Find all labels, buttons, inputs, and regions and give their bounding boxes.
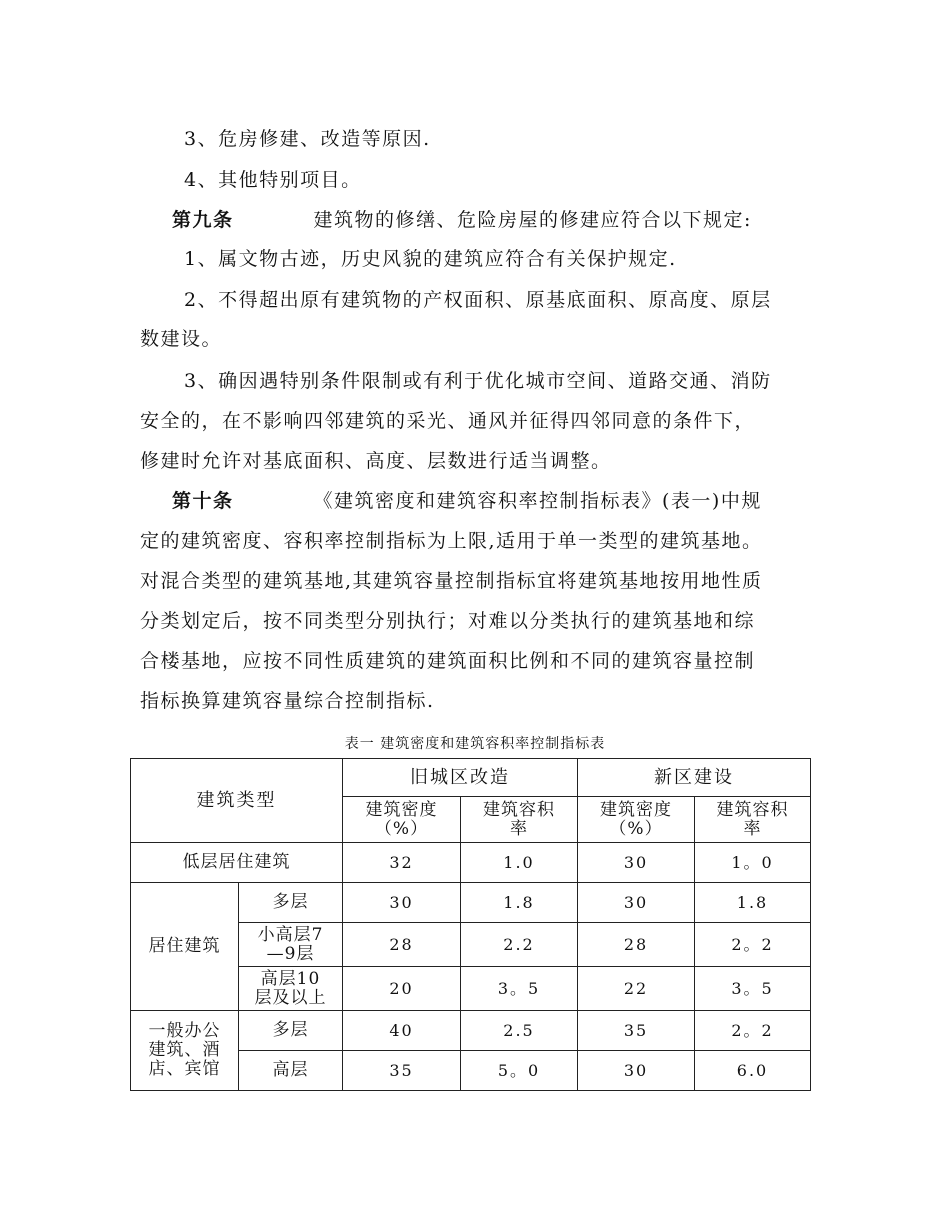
article-10-line-b: 定的建筑密度、容积率控制指标为上限,适用于单一类型的建筑基地。 [140, 530, 763, 552]
table-header-row-1 [131, 759, 811, 797]
row-label-multi-storey: 多层 [239, 1011, 343, 1051]
header-new-far [695, 797, 811, 843]
row-group-residential: 居住建筑 [131, 883, 239, 1011]
article-10-line-d: 分类划定后，按不同类型分别执行；对难以分类执行的建筑基地和综 [140, 610, 756, 632]
density-far-table [130, 758, 811, 1091]
row-label-mid-rise [239, 923, 343, 967]
cell-new-far: 1。0 [695, 843, 811, 883]
percent-label: （%） [374, 818, 429, 839]
cell-old-far: 1.8 [461, 883, 578, 923]
article-10-text: 《建筑密度和建筑容积率控制指标表》(表一)中规 [313, 490, 762, 512]
cell-old-far: 2.5 [461, 1011, 578, 1051]
cell-old-far: 5。0 [461, 1051, 578, 1091]
cell-new-density: 30 [578, 843, 695, 883]
header-new-density [578, 797, 695, 843]
header-old-far [461, 797, 578, 843]
cell-new-far: 1.8 [695, 883, 811, 923]
header-building-type: 建筑类型 [131, 759, 343, 843]
cell-new-density: 28 [578, 923, 695, 967]
article-9-text: 建筑物的修缮、危险房屋的修建应符合以下规定: [313, 209, 752, 231]
article-9-item-2b: 数建设。 [140, 328, 223, 350]
article-9-line [172, 208, 852, 232]
cell-old-density: 20 [343, 967, 461, 1011]
header-new-area: 新区建设 [578, 759, 811, 797]
article-9-item-2a: 2、不得超出原有建筑物的产权面积、原基底面积、原高度、原层 [184, 289, 772, 311]
cell-new-far: 2。2 [695, 923, 811, 967]
para-item-3: 3、危房修建、改造等原因. [184, 128, 431, 150]
article-10-title: 第十条 [172, 490, 234, 512]
table-row [131, 883, 811, 923]
density-label: 建筑密度 [365, 799, 438, 820]
cell-old-density: 30 [343, 883, 461, 923]
row-label-high: 高层 [239, 1051, 343, 1091]
office-line-1: 一般办公 [148, 1021, 221, 1041]
header-old-city: 旧城区改造 [343, 759, 578, 797]
cell-new-far: 3。5 [695, 967, 811, 1011]
cell-new-density: 30 [578, 1051, 695, 1091]
percent-label: （%） [609, 818, 663, 839]
far-label: 建筑容积 [483, 799, 555, 820]
cell-new-density: 22 [578, 967, 695, 1011]
far-label: 建筑容积 [716, 799, 789, 820]
cell-old-density: 40 [343, 1011, 461, 1051]
row-group-office-hotel [131, 1011, 239, 1091]
far-label-suffix: 率 [743, 818, 762, 839]
article-10-line [172, 489, 852, 513]
far-label-suffix: 率 [510, 818, 528, 839]
article-9-item-3b: 安全的，在不影响四邻建筑的采光、通风并征得四邻同意的条件下， [140, 410, 756, 432]
cell-new-far: 6.0 [695, 1051, 811, 1091]
cell-old-density: 32 [343, 843, 461, 883]
mid-rise-line-1: 小高层7 [257, 924, 324, 945]
article-9-title: 第九条 [172, 209, 234, 231]
cell-old-far: 1.0 [461, 843, 578, 883]
para-item-4: 4、其他特别项目。 [184, 169, 362, 191]
article-10-line-c: 对混合类型的建筑基地,其建筑容量控制指标宜将建筑基地按用地性质 [140, 570, 763, 592]
article-10-line-e: 合楼基地，应按不同性质建筑的建筑面积比例和不同的建筑容量控制 [140, 650, 756, 672]
cell-old-density: 28 [343, 923, 461, 967]
high-rise-line-2: 层及以上 [254, 987, 327, 1008]
office-line-2: 建筑、酒 [148, 1040, 221, 1060]
article-10-line-f: 指标换算建筑容量综合控制指标. [140, 690, 435, 712]
cell-old-far: 3。5 [461, 967, 578, 1011]
office-line-3: 店、宾馆 [148, 1059, 221, 1079]
table-caption: 表一 建筑密度和建筑容积率控制指标表 [344, 736, 606, 752]
row-label-low-residential: 低层居住建筑 [131, 843, 343, 883]
cell-old-far: 2.2 [461, 923, 578, 967]
cell-new-density: 30 [578, 883, 695, 923]
density-label: 建筑密度 [600, 799, 672, 820]
row-label-high-rise [239, 967, 343, 1011]
table-row [131, 843, 811, 883]
article-9-item-1: 1、属文物古迹，历史风貌的建筑应符合有关保护规定. [184, 248, 677, 270]
article-9-item-3a: 3、确因遇特别条件限制或有利于优化城市空间、道路交通、消防 [184, 370, 772, 392]
cell-new-density: 35 [578, 1011, 695, 1051]
cell-old-density: 35 [343, 1051, 461, 1091]
header-old-density [343, 797, 461, 843]
row-label-multi-storey: 多层 [239, 883, 343, 923]
cell-new-far: 2。2 [695, 1011, 811, 1051]
article-9-item-3c: 修建时允许对基底面积、高度、层数进行适当调整。 [140, 450, 612, 472]
mid-rise-line-2: —9层 [266, 943, 315, 964]
high-rise-line-1: 高层10 [260, 968, 321, 989]
table-row [131, 1011, 811, 1051]
